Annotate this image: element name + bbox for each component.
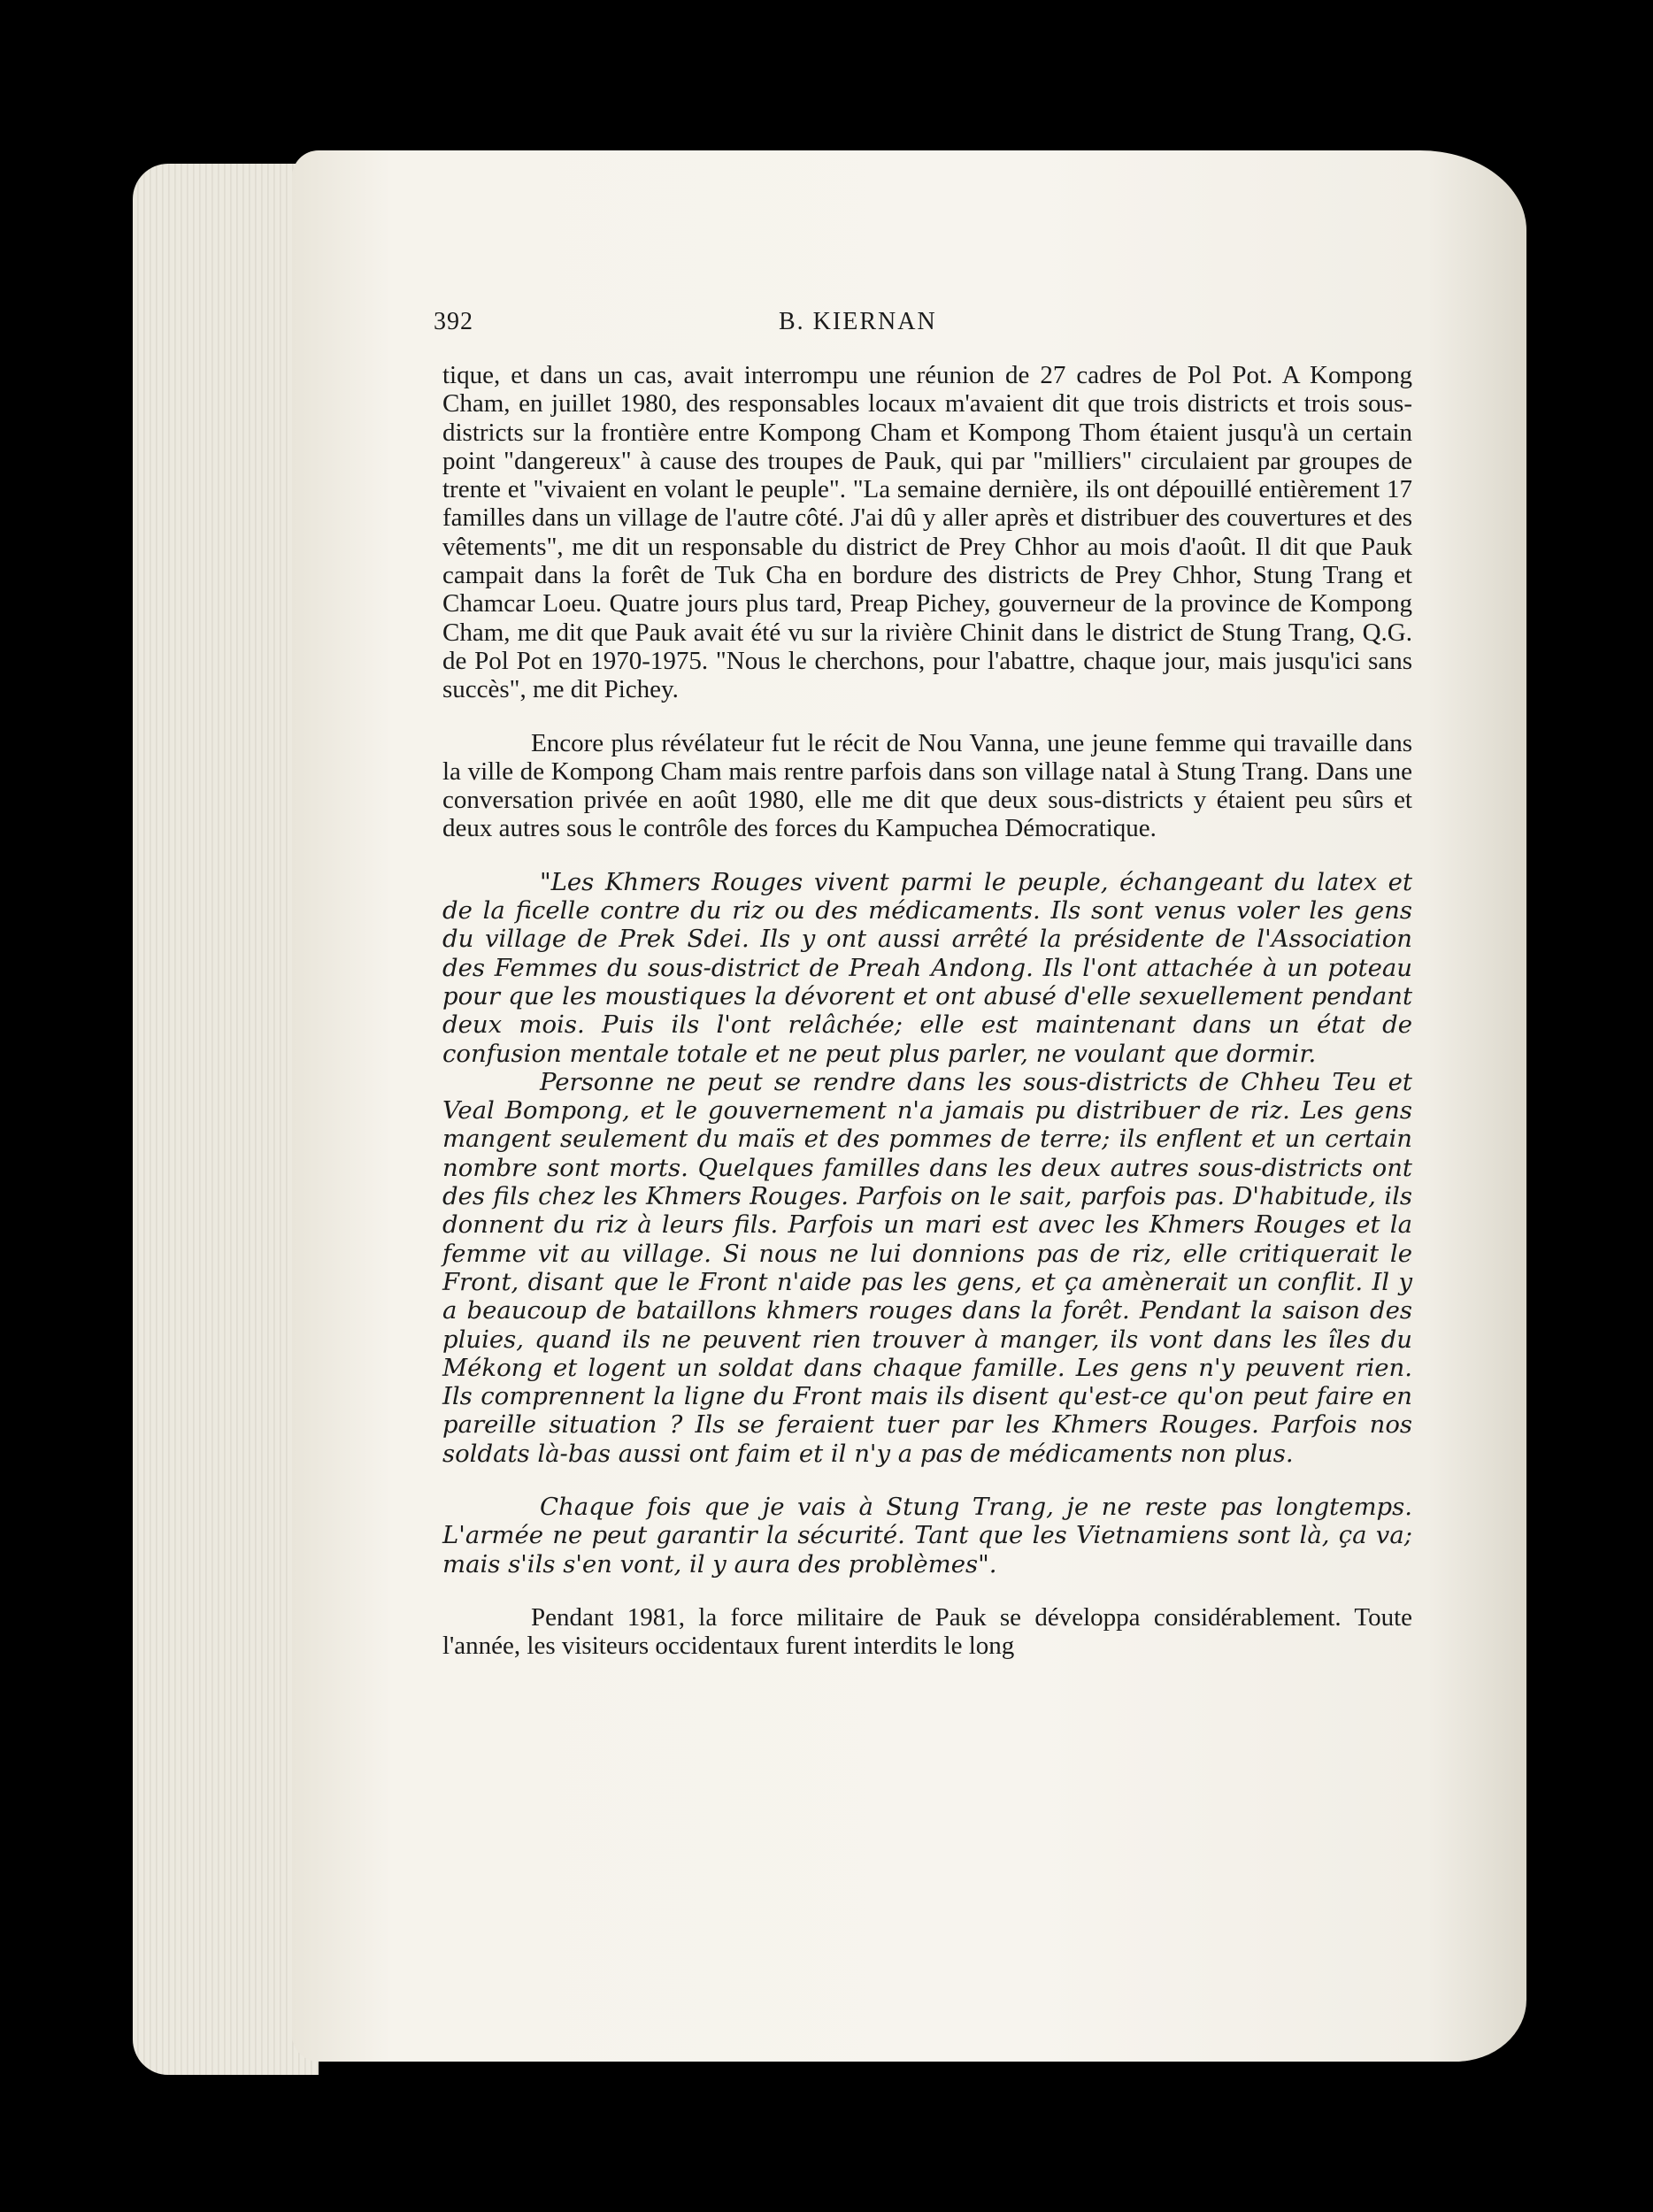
paragraph-1: tique, et dans un cas, avait interrompu une réunion de 27 cadres de Pol Pot. A Kompong Cham, en juillet 1980, des responsables locaux m'avaient dit que trois districts et trois sous-districts sur la frontière entre Kompong Cham et Kompong Thom étaient jusqu'à un certain point "dangereux" à cause des troupes de Pauk, qui par "milliers" circulaient par groupes de trente et "vivaient en volant le peuple". "La semaine dernière, ils ont dépouillé entièrement 17 familles dans un village de l'autre côté. J'ai dû y aller après et distribuer des couvertures et des vêtements", me dit un responsable du district de Prey Chhor au mois d'août. Il dit que Pauk campait dans la forêt de Tuk Cha en bordure des districts de Prey Chhor, Stung Trang et Chamcar Loeu. Quatre jours plus tard, Preap Pichey, gouverneur de la province de Kompong Cham, me dit que Pauk avait été vu sur la rivière Chinit dans le district de Stung Trang, Q.G. de Pol Pot en 1970-1975. "Nous le cherchons, pour l'abattre, chaque jour, mais jusqu'ici sans succès", me dit Pichey.: [442, 361, 1412, 704]
book-page: [292, 150, 1526, 2062]
paragraph-2: Encore plus révélateur fut le récit de Nou Vanna, une jeune femme qui travaille dans la ville de Kompong Cham mais rentre parfois dans son village natal à Stung Trang. Dans une conversation privée en août 1980, elle me dit que deux sous-districts y étaient peu sûrs et deux autres sous le contrôle des forces du Kampuchea Démocratique.: [442, 728, 1412, 843]
page-content: [442, 361, 1412, 1660]
page-edges: [133, 164, 319, 2075]
paragraph-3: Pendant 1981, la force militaire de Pauk se développa considérablement. Toute l'année, les visiteurs occidentaux furent interdits le long: [442, 1602, 1412, 1661]
page-number: 392: [434, 308, 473, 335]
quote-paragraph-2: Personne ne peut se rendre dans les sous-districts de Chheu Teu et Veal Bompong, et le gouvernement n'a jamais pu distribuer de riz. Les gens mangent seulement du maïs et des pommes de terre; ils enflent et un certain nombre sont morts. Quelques familles dans les deux autres sous-districts ont des fils chez les Khmers Rouges. Parfois on le sait, parfois pas. D'habitude, ils donnent du riz à leurs fils. Parfois un mari est avec les Khmers Rouges et la femme vit au village. Si nous ne lui donnions pas de riz, elle critiquerait le Front, disant que le Front n'aide pas les gens, et ça amènerait un conflit. Il y a beaucoup de bataillons khmers rouges dans la forêt. Pendant la saison des pluies, quand ils ne peuvent rien trouver à manger, ils vont dans les îles du Mékong et logent un soldat dans chaque famille. Les gens n'y peuvent rien. Ils comprennent la ligne du Front mais ils disent qu'est-ce qu'on peut faire en pareille situation ? Ils se feraient tuer par les Khmers Rouges. Parfois nos soldats là-bas aussi ont faim et il n'y a pas de médicaments non plus.: [442, 1067, 1412, 1468]
quote-paragraph-3: Chaque fois que je vais à Stung Trang, je ne reste pas longtemps. L'armée ne peut garantir la sécurité. Tant que les Vietnamiens sont là, ça va; mais s'ils s'en vont, il y aura des problèmes".: [442, 1492, 1412, 1578]
running-head-author: B. KIERNAN: [779, 308, 937, 335]
quote-paragraph-1: "Les Khmers Rouges vivent parmi le peuple, échangeant du latex et de la ficelle contre du riz ou des médicaments. Ils sont venus voler les gens du village de Prek Sdei. Ils y ont aussi arrêté la présidente de l'Association des Femmes du sous-district de Preah Andong. Ils l'ont attachée à un poteau pour que les moustiques la dévorent et ont abusé d'elle sexuellement pendant deux mois. Puis ils l'ont relâchée; elle est maintenant dans un état de confusion mentale totale et ne peut plus parler, ne voulant que dormir.: [442, 867, 1412, 1068]
running-head: [434, 308, 1495, 347]
